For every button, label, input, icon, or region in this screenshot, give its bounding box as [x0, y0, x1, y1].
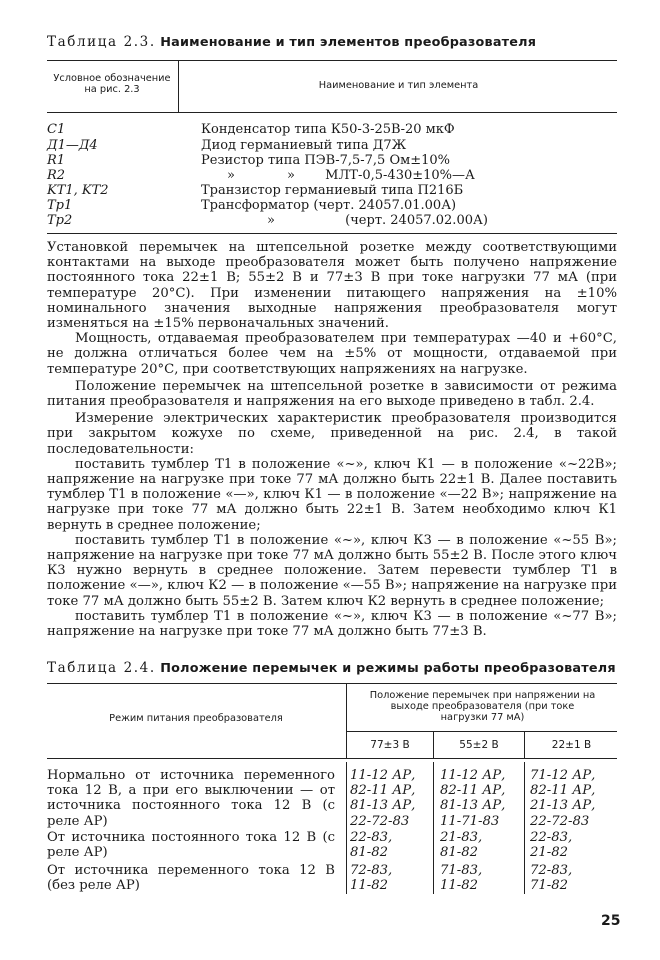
designator: R1 [47, 153, 66, 168]
table2-subheader-77: 77±3 В [370, 739, 410, 751]
table2-subheader-22: 22±1 В [551, 739, 592, 751]
paragraph: поставить тумблер Т1 в положение «~», ключ К3 — в положение «~77 В»; напряжение на нагрузке при токе 77 мА должно быть 77±3 В. [47, 608, 617, 640]
element-name: Диод германиевый типа Д7Ж [201, 138, 407, 153]
table2-mode-cell: Нормально от источника переменного тока 12 В, а при его выключении — от источника постоянного тока 12 В (с реле АР) [47, 768, 335, 829]
element-name: Конденсатор типа К50-3-25В-20 мкФ [201, 122, 455, 137]
table2-value-cell: 72-83, 11-82 [350, 863, 393, 894]
designator: Д1—Д4 [47, 138, 98, 153]
table2-column-divider [524, 762, 525, 894]
ditto-mark: » [227, 168, 235, 183]
table2-column-divider [346, 762, 347, 894]
designator: C1 [47, 122, 66, 137]
table2-value-cell: 11-12 АР, 82-11 АР, 81-13 АР, 11-71-83 [440, 768, 506, 829]
table2-value-cell: 21-83, 81-82 [440, 830, 483, 861]
table2-column-divider [433, 762, 434, 894]
table2-header-rule [47, 758, 617, 759]
ditto-mark: » [267, 213, 275, 228]
body-text [47, 240, 617, 639]
designator: R2 [47, 168, 66, 183]
element-name: МЛТ-0,5-430±10%—А [325, 168, 475, 183]
table2-value-cell: 71-83, 11-82 [440, 863, 483, 894]
table1-col2-header: Наименование и тип элемента [318, 80, 479, 91]
table1-header-divider [178, 60, 179, 112]
paragraph: Установкой перемычек на штепсельной розетке между соответствующими контактами на выходе преобразователя может быть получено напряжение постоянного тока 22±1 В; 55±2 В и 77±3 В при токе нагрузки 77 мА (при температуре 20°С). При изменении питающего напряжения на ±10% номинального значения выходные напряжения преобразователя могут изменяться на ±15% первоначальных значений. [47, 240, 617, 332]
table2-mode-cell: От источника постоянного тока 12 В (с реле АР) [47, 830, 335, 861]
table2-value-cell: 22-83, 21-82 [530, 830, 573, 861]
page-number: 25 [601, 913, 621, 929]
designator: Tp2 [47, 213, 73, 228]
table1-header-rule [47, 112, 617, 113]
ditto-mark: » [287, 168, 295, 183]
table2-subheader-55: 55±2 В [459, 739, 499, 751]
table2-value-cell: 71-12 АР, 82-11 АР, 21-13 АР, 22-72-83 [530, 768, 596, 829]
designator: Tp1 [47, 198, 73, 213]
element-name: Транзистор германиевый типа П216Б [201, 183, 464, 198]
table2-value-cell: 72-83, 71-82 [530, 863, 573, 894]
paragraph: поставить тумблер Т1 в положение «~», ключ К1 — в положение «~22В»; напряжение на нагрузке при токе 77 мА должно быть 22±1 В. Далее поставить тумблер Т1 в положение «—», ключ К1 — в положение «—22 В»; напряжение на нагрузке при токе 77 мА должно быть 22±1 В. Затем необходимо ключ К1 вернуть в среднее положение; [47, 456, 617, 533]
table2-label: Таблица 2.4. [47, 660, 156, 676]
element-name: (черт. 24057.02.00А) [345, 213, 488, 228]
table1-top-rule [47, 60, 617, 61]
table2-caption [47, 660, 616, 676]
designator: KT1, KT2 [47, 183, 109, 198]
table2-subheader-rule [346, 731, 617, 732]
table1-title: Наименование и тип элементов преобразователя [160, 35, 537, 50]
table2-subheader-divider [433, 731, 434, 758]
table2-top-rule [47, 683, 617, 684]
table2-mode-cell: От источника переменного тока 12 В (без реле АР) [47, 863, 335, 894]
element-name: Резистор типа ПЭВ-7,5-7,5 Ом±10% [201, 153, 451, 168]
element-name: Трансформатор (черт. 24057.01.00А) [201, 198, 457, 213]
table1-bottom-rule [47, 233, 617, 234]
table1-caption [47, 34, 536, 50]
paragraph: Положение перемычек на штепсельной розетке в зависимости от режима питания преобразователя и напряжения на его выходе приведено в табл. 2.4. [47, 378, 617, 410]
table2-title: Положение перемычек и режимы работы преобразователя [160, 661, 616, 676]
table2-mode-header: Режим питания преобразователя [109, 713, 283, 724]
table2-value-cell: 11-12 АР, 82-11 АР, 81-13 АР, 22-72-83 [350, 768, 416, 829]
paragraph: поставить тумблер Т1 в положение «~», ключ К3 — в положение «~55 В»; напряжение на нагрузке при токе 77 мА должно быть 55±2 В. После этого ключ К3 нужно вернуть в среднее положение. Затем перевести тумблер Т1 в положение «—», ключ К2 — в положение «—55 В»; напряжение на нагрузке при токе 77 мА должно быть 55±2 В. Затем ключ К2 вернуть в среднее положение; [47, 532, 618, 609]
table2-subheader-divider [524, 731, 525, 758]
table1-label: Таблица 2.3. [47, 34, 156, 50]
table2-group-header: Положение перемычек при напряжении на выходе преобразователя (при токе нагрузки 77 мА) [369, 690, 596, 723]
table1-col1-header: Условное обозначение на рис. 2.3 [53, 73, 171, 95]
paragraph: Мощность, отдаваемая преобразователем при температурах —40 и +60°С, не должна отличаться более чем на ±5% от мощности, отдаваемой при температуре 20°С, при соответствующих напряжениях на нагрузке. [47, 331, 617, 377]
paragraph: Измерение электрических характеристик преобразователя производится при закрытом кожухе по схеме, приведенной на рис. 2.4, в такой последовательности: [47, 411, 617, 457]
table2-value-cell: 22-83, 81-82 [350, 830, 393, 861]
table2-mode-divider [346, 683, 347, 758]
